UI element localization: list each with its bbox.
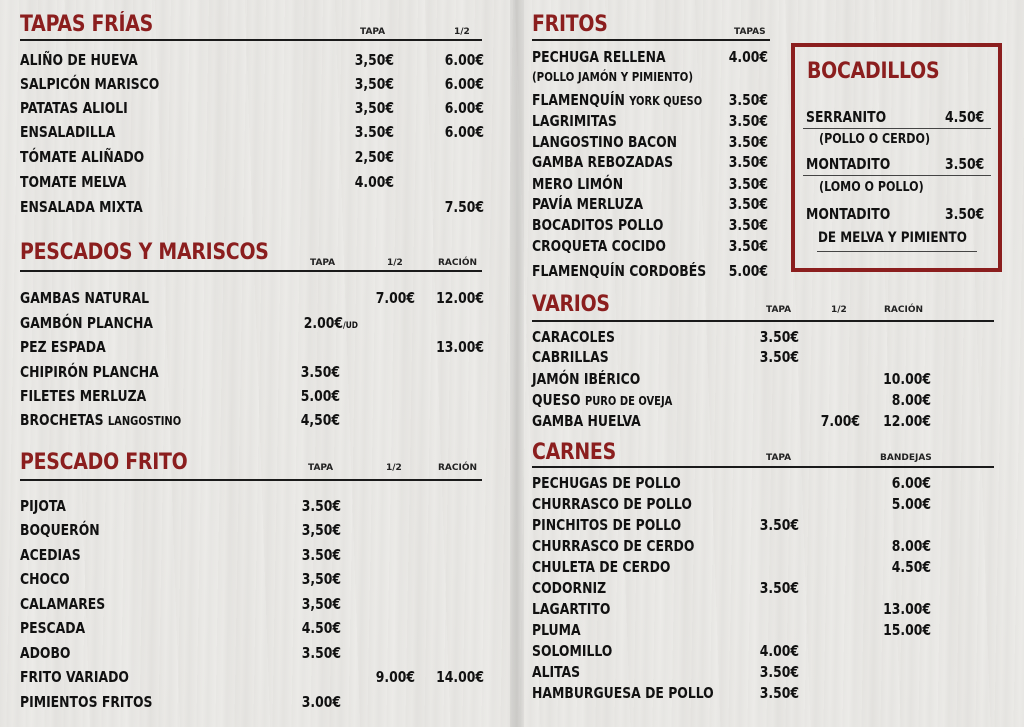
price-racion: 12.00€ xyxy=(883,412,931,430)
col-header-tapa: TAPA xyxy=(360,27,386,37)
price-media: 6.00€ xyxy=(444,99,484,117)
menu-item-name xyxy=(532,391,672,409)
bocadillo-price: 3.50€ xyxy=(945,205,985,223)
menu-item-detail: YORK QUESO xyxy=(629,94,703,108)
price-tapa: 3.50€ xyxy=(728,237,768,255)
price-tapa: 3.50€ xyxy=(728,216,768,234)
menu-item-name xyxy=(20,668,129,686)
col-header-tapa: TAPA xyxy=(766,453,792,463)
col-header-tapa: TAPA xyxy=(308,463,334,473)
menu-item-detail: PURO DE OVEJA xyxy=(584,394,673,408)
menu-item-name xyxy=(20,99,128,117)
menu-item-label: BROCHETAS xyxy=(20,411,104,429)
menu-item-name xyxy=(20,314,153,332)
price-tapa: 3,50€ xyxy=(301,570,341,588)
menu-item-name xyxy=(532,495,692,513)
price-tapa: 5.00€ xyxy=(728,262,768,280)
menu-item-label: HAMBURGUESA DE POLLO xyxy=(532,684,714,702)
price-tapa: 3.50€ xyxy=(759,516,799,534)
price-tapa: 3.50€ xyxy=(301,497,341,515)
section-rule xyxy=(532,466,994,468)
section-rule xyxy=(532,320,994,322)
price-media: 6.00€ xyxy=(444,75,484,93)
menu-item-name xyxy=(20,693,152,711)
menu-item-name xyxy=(20,148,144,166)
menu-item-name xyxy=(532,642,612,660)
menu-item-name xyxy=(532,558,670,576)
section-title-bocadillos: BOCADILLOS xyxy=(807,59,940,84)
price-tapa: 3.50€ xyxy=(728,133,768,151)
menu-item-name xyxy=(20,173,126,191)
menu-item-name xyxy=(532,412,641,430)
menu-item-name xyxy=(20,497,66,515)
menu-item-name xyxy=(20,198,143,216)
bocadillo-note: (LOMO O POLLO) xyxy=(819,180,924,195)
menu-item-label: CHURRASCO DE POLLO xyxy=(532,495,692,513)
menu-item-name xyxy=(20,595,105,613)
fritos-note: (POLLO JAMÓN Y PIMIENTO) xyxy=(532,70,694,84)
price-tapa: 3,50€ xyxy=(354,51,394,69)
section-rule xyxy=(532,39,770,41)
menu-item-label: PESCADA xyxy=(20,619,86,637)
menu-item-label: ALIÑO DE HUEVA xyxy=(20,51,138,69)
price-tapa: 3.00€ xyxy=(301,693,341,711)
col-header-tapas: TAPAS xyxy=(734,27,766,37)
menu-item-label: CODORNIZ xyxy=(532,579,607,597)
price-media: 6.00€ xyxy=(444,51,484,69)
menu-item-label: PECHUGA RELLENA xyxy=(532,48,666,66)
menu-item-label: MERO LIMÓN xyxy=(532,175,624,193)
menu-item-label: GAMBA HUELVA xyxy=(532,412,641,430)
menu-item-name xyxy=(532,112,617,130)
price-tapa: 3.50€ xyxy=(728,195,768,213)
menu-item-label: CHULETA DE CERDO xyxy=(532,558,671,576)
section-title-varios: VARIOS xyxy=(532,292,610,317)
bocadillo-note: (POLLO O CERDO) xyxy=(819,132,931,147)
bocadillo-name: MONTADITO xyxy=(806,155,891,173)
menu-item-name xyxy=(20,570,70,588)
menu-item-name xyxy=(20,619,85,637)
menu-item-name xyxy=(532,153,673,171)
menu-item-label: LAGARTITO xyxy=(532,600,611,618)
price-racion: 13.00€ xyxy=(436,338,484,356)
menu-item-name xyxy=(532,600,610,618)
menu-item-name xyxy=(532,579,606,597)
menu-item-label: GAMBAS NATURAL xyxy=(20,289,150,307)
col-header-media: 1/2 xyxy=(387,258,403,268)
menu-item-name xyxy=(532,516,681,534)
section-rule xyxy=(20,270,482,272)
menu-item-label: BOCADITOS POLLO xyxy=(532,216,664,234)
menu-item-name xyxy=(532,474,681,492)
price-racion: 14.00€ xyxy=(436,668,484,686)
menu-item-name xyxy=(532,537,694,555)
price-tapa: 2,50€ xyxy=(354,148,394,166)
menu-item-name xyxy=(532,48,666,66)
menu-item-label: FRITO VARIADO xyxy=(20,668,129,686)
price-tapa: 5.00€ xyxy=(300,387,340,405)
menu-item-label: ALITAS xyxy=(532,663,581,681)
menu-item-label: CABRILLAS xyxy=(532,348,609,366)
price-bandeja: 4.50€ xyxy=(891,558,931,576)
menu-item-name xyxy=(532,621,581,639)
price-bandeja: 8.00€ xyxy=(891,537,931,555)
price-tapa: 4,50€ xyxy=(300,411,340,429)
price-tapa: 4.50€ xyxy=(301,619,341,637)
price-tapa: 3.50€ xyxy=(728,91,768,109)
col-header-bandejas: BANDEJAS xyxy=(880,453,932,463)
menu-item-label: ACEDIAS xyxy=(20,546,81,564)
price-tapa: 3.50€ xyxy=(759,328,799,346)
menu-item-name xyxy=(532,133,677,151)
menu-item-name xyxy=(532,175,623,193)
menu-item-label: SOLOMILLO xyxy=(532,642,613,660)
menu-item-label: PIMIENTOS FRITOS xyxy=(20,693,153,711)
section-rule xyxy=(20,479,482,481)
price-bandeja: 13.00€ xyxy=(883,600,931,618)
menu-item-name xyxy=(20,75,159,93)
menu-item-label: CALAMARES xyxy=(20,595,106,613)
menu-item-name xyxy=(20,338,106,356)
menu-item-name xyxy=(532,195,643,213)
price-tapa: 3.50€ xyxy=(759,663,799,681)
price-bandeja: 6.00€ xyxy=(891,474,931,492)
price-tapa: 3.50€ xyxy=(759,348,799,366)
menu-item-name xyxy=(532,684,714,702)
menu-item-label: QUESO xyxy=(532,391,581,409)
price-tapa: 3.50€ xyxy=(759,579,799,597)
bocadillo-note: DE MELVA Y PIMIENTO xyxy=(818,230,967,246)
price-tapa: 2.00€/UD xyxy=(303,314,358,332)
menu-item-label: FILETES MERLUZA xyxy=(20,387,147,405)
price-media: 7.50€ xyxy=(444,198,484,216)
section-title-pescados-mariscos: PESCADOS Y MARISCOS xyxy=(20,240,269,265)
bocadillo-price: 4.50€ xyxy=(945,108,985,126)
menu-item-name xyxy=(532,348,609,366)
col-header-tapa: TAPA xyxy=(766,305,792,315)
menu-item-label: PEZ ESPADA xyxy=(20,338,106,356)
menu-item-label: PLUMA xyxy=(532,621,581,639)
bocadillos-box xyxy=(791,43,1002,272)
menu-item-label: TÓMATE ALIÑADO xyxy=(20,148,145,166)
menu-item-name xyxy=(20,546,81,564)
price-media: 7.00€ xyxy=(820,412,860,430)
price-tapa: 3.50€ xyxy=(728,112,768,130)
price-media: 9.00€ xyxy=(375,668,415,686)
price-tapa: 4.00€ xyxy=(728,48,768,66)
menu-item-label: PATATAS ALIOLI xyxy=(20,99,128,117)
bocadillo-name: SERRANITO xyxy=(806,108,887,126)
price-tapa: 3.50€ xyxy=(728,153,768,171)
price-tapa: 3.50€ xyxy=(300,363,340,381)
price-tapa: 3,50€ xyxy=(354,99,394,117)
menu-item-label: BOQUERÓN xyxy=(20,521,100,539)
col-header-racion: RACIÓN xyxy=(438,258,478,268)
price-racion: 8.00€ xyxy=(891,391,931,409)
price-media: 7.00€ xyxy=(375,289,415,307)
menu-item-name xyxy=(532,370,640,388)
menu-item-name xyxy=(532,262,706,280)
col-header-media: 1/2 xyxy=(386,463,402,473)
price-tapa: 3.50€ xyxy=(301,546,341,564)
col-header-racion: RACIÓN xyxy=(438,463,478,473)
section-title-pescado-frito: PESCADO FRITO xyxy=(20,450,188,475)
menu-item-label: TOMATE MELVA xyxy=(20,173,127,191)
price-racion: 12.00€ xyxy=(436,289,484,307)
col-header-racion: RACIÓN xyxy=(884,305,924,315)
price-tapa: 3.50€ xyxy=(354,123,394,141)
menu-item-label: LAGRIMITAS xyxy=(532,112,617,130)
menu-item-name xyxy=(20,644,70,662)
bocadillo-underline xyxy=(817,251,977,252)
price-bandeja: 5.00€ xyxy=(891,495,931,513)
menu-item-name xyxy=(532,91,702,109)
menu-item-label: ADOBO xyxy=(20,644,71,662)
menu-item-label: PINCHITOS DE POLLO xyxy=(532,516,682,534)
page-fold xyxy=(510,0,524,727)
col-header-tapa: TAPA xyxy=(310,258,336,268)
bocadillo-underline xyxy=(803,175,991,176)
menu-item-label: CHURRASCO DE CERDO xyxy=(532,537,695,555)
price-racion: 10.00€ xyxy=(883,370,931,388)
col-header-media: 1/2 xyxy=(831,305,847,315)
menu-item-label: ENSALADA MIXTA xyxy=(20,198,143,216)
menu-item-label: LANGOSTINO BACON xyxy=(532,133,678,151)
bocadillo-price: 3.50€ xyxy=(945,155,985,173)
price-tapa: 3.50€ xyxy=(759,684,799,702)
price-tapa: 4.00€ xyxy=(759,642,799,660)
bocadillo-underline xyxy=(803,128,991,129)
price-media: 6.00€ xyxy=(444,123,484,141)
price-tapa: 4.00€ xyxy=(354,173,394,191)
menu-item-label: CHIPIRÓN PLANCHA xyxy=(20,363,159,381)
menu-item-label: GAMBA REBOZADAS xyxy=(532,153,674,171)
menu-item-label: GAMBÓN PLANCHA xyxy=(20,314,153,332)
price-tapa: 3.50€ xyxy=(301,644,341,662)
menu-item-label: JAMÓN IBÉRICO xyxy=(532,370,641,388)
price-tapa: 3,50€ xyxy=(354,75,394,93)
menu-item-name xyxy=(20,411,181,429)
col-header-media: 1/2 xyxy=(454,27,470,37)
menu-item-name xyxy=(532,216,663,234)
menu-item-label: FLAMENQUÍN xyxy=(532,91,625,109)
menu-item-name xyxy=(20,387,146,405)
price-bandeja: 15.00€ xyxy=(883,621,931,639)
menu-item-name xyxy=(20,51,138,69)
section-title-carnes: CARNES xyxy=(532,440,616,465)
menu-item-name xyxy=(20,123,115,141)
section-rule xyxy=(20,39,482,41)
menu-item-label: PECHUGAS DE POLLO xyxy=(532,474,681,492)
menu-item-name xyxy=(532,328,615,346)
bocadillo-name: MONTADITO xyxy=(806,205,891,223)
menu-item-label: SALPICÓN MARISCO xyxy=(20,75,160,93)
menu-item-name xyxy=(532,237,666,255)
menu-item-label: PAVÍA MERLUZA xyxy=(532,195,644,213)
menu-item-name xyxy=(20,363,159,381)
menu-item-label: CHOCO xyxy=(20,570,70,588)
menu-item-label: ENSALADILLA xyxy=(20,123,116,141)
menu-item-label: PIJOTA xyxy=(20,497,66,515)
price-tapa: 3,50€ xyxy=(301,595,341,613)
menu-item-label: CROQUETA COCIDO xyxy=(532,237,666,255)
menu-item-detail: LANGOSTINO xyxy=(107,414,182,428)
section-title-tapas-frias: TAPAS FRÍAS xyxy=(20,12,154,37)
menu-item-name xyxy=(20,521,100,539)
menu-item-name xyxy=(20,289,149,307)
price-tapa: 3,50€ xyxy=(301,521,341,539)
menu-item-label: FLAMENQUÍN CORDOBÉS xyxy=(532,262,707,280)
section-title-fritos: FRITOS xyxy=(532,12,608,37)
menu-item-name xyxy=(532,663,580,681)
price-tapa: 3.50€ xyxy=(728,175,768,193)
menu-item-label: CARACOLES xyxy=(532,328,615,346)
